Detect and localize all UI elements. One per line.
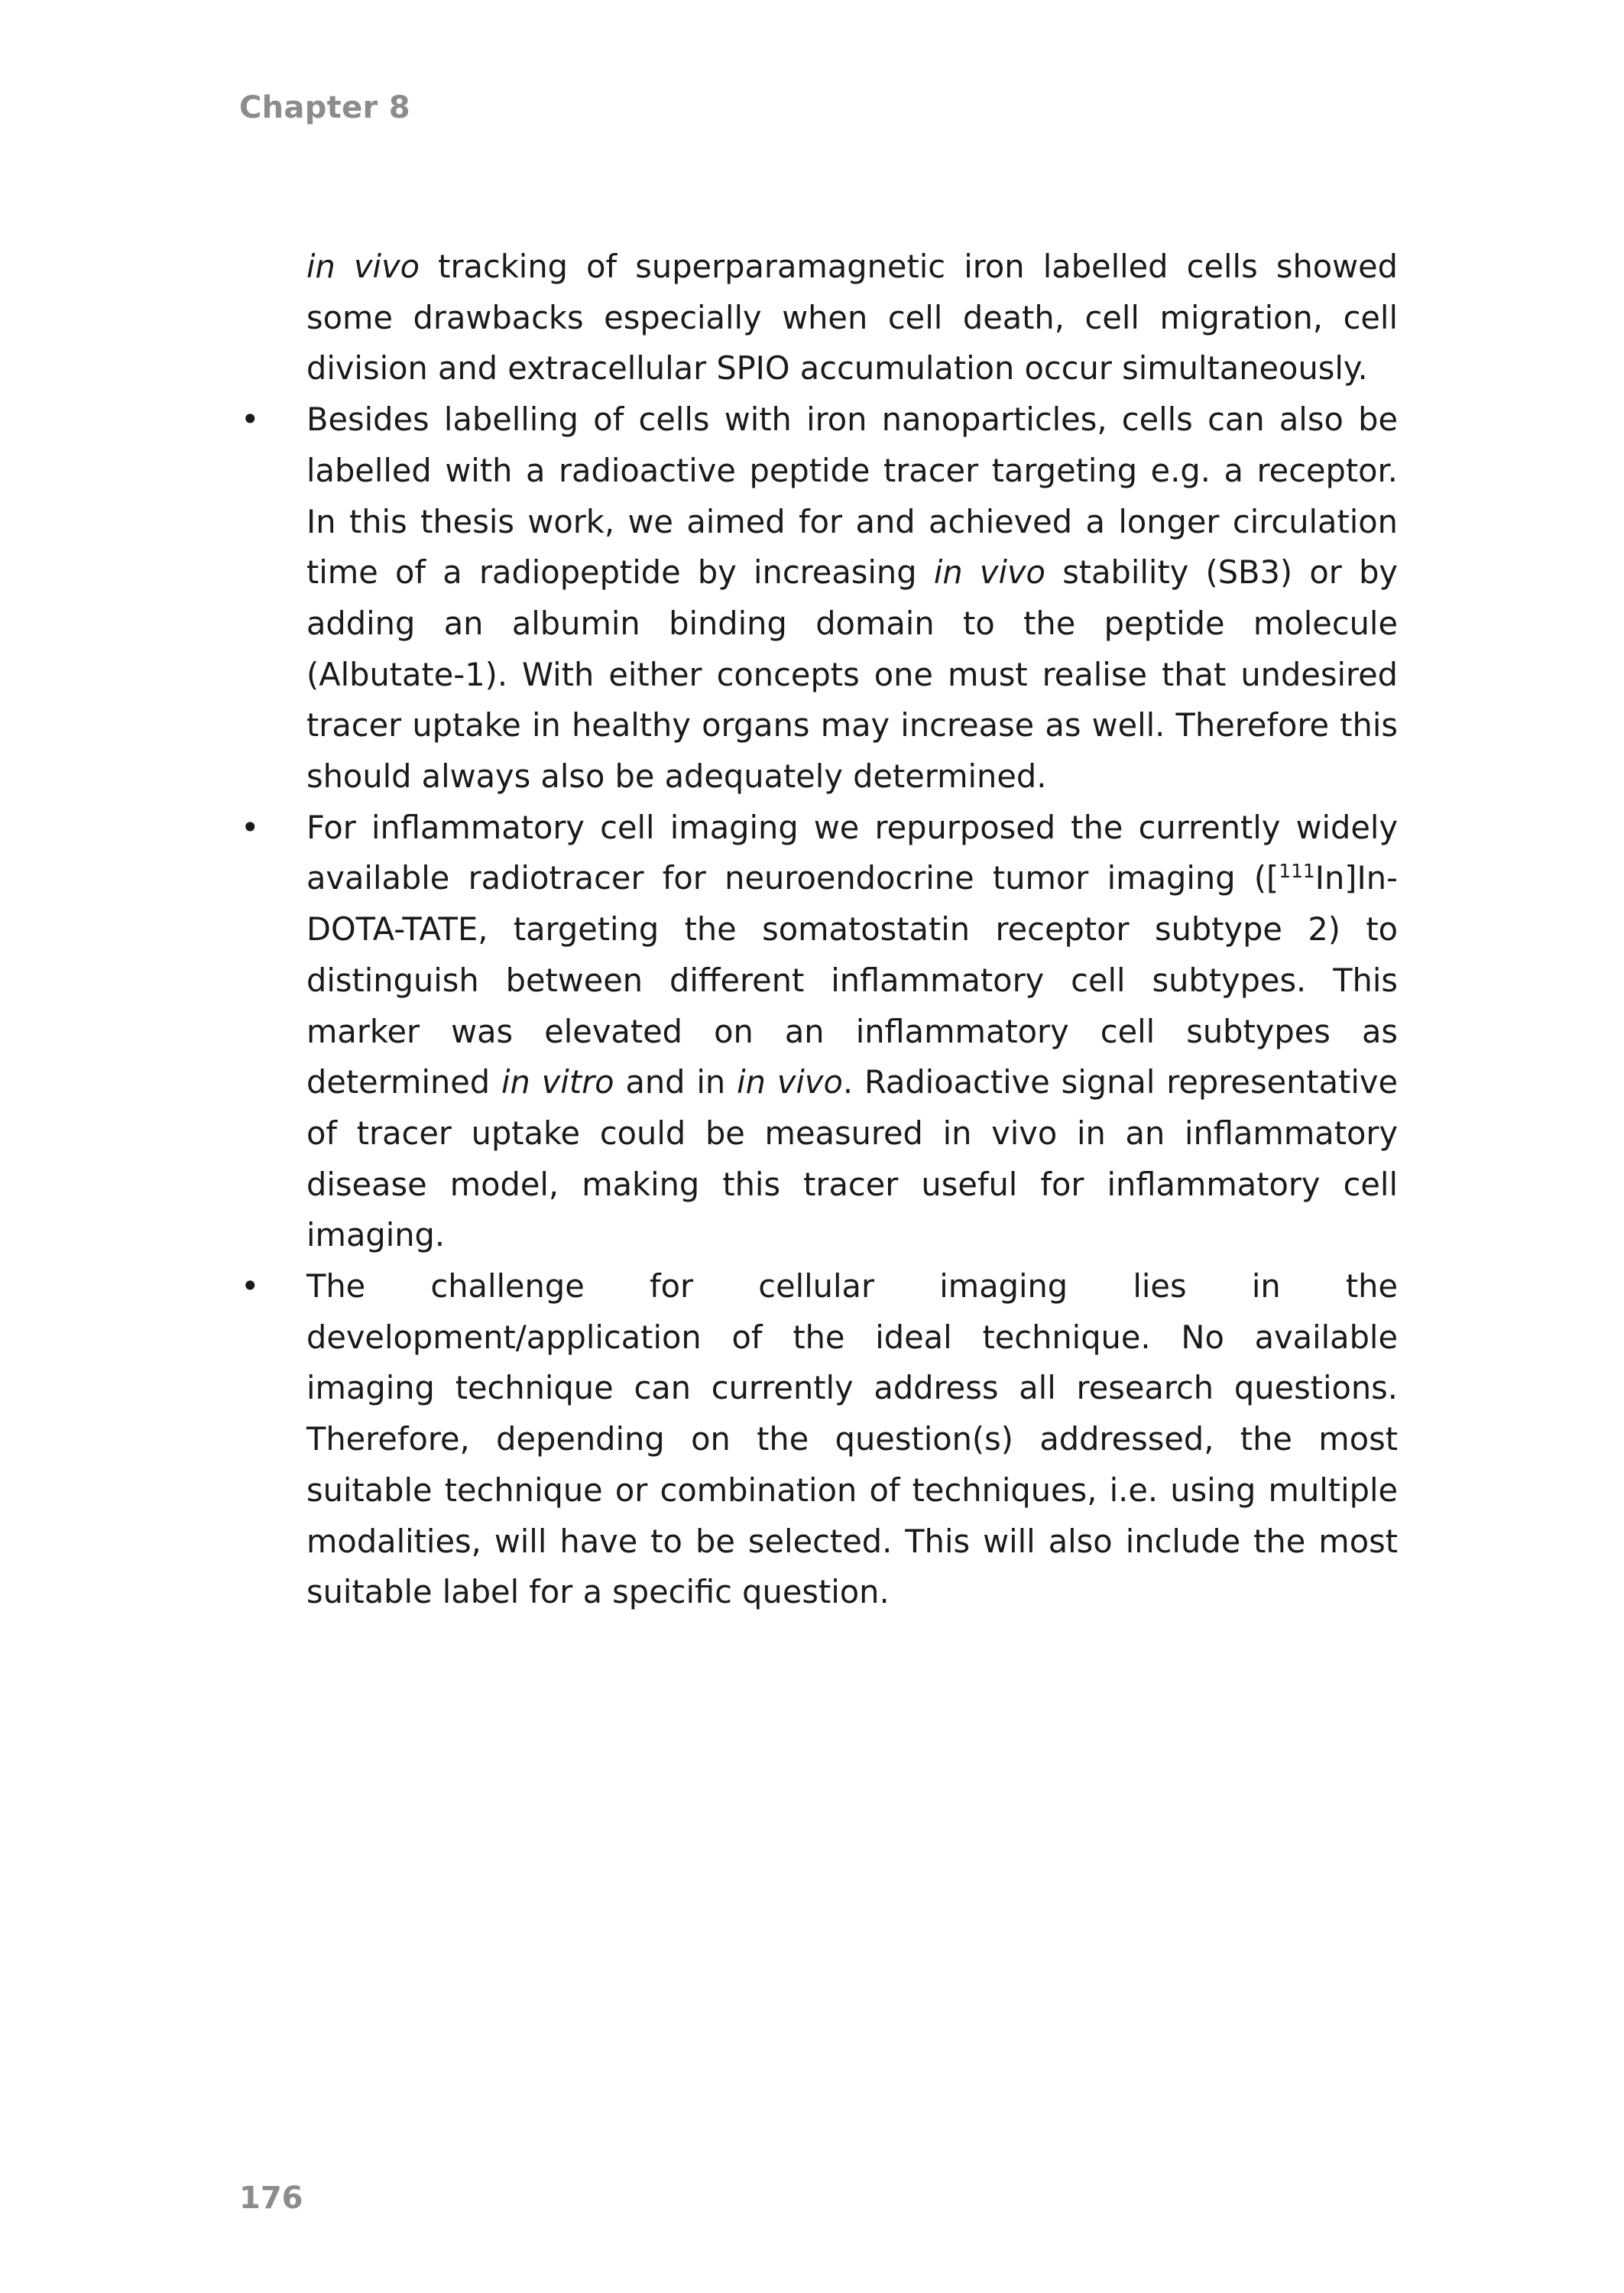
bullet-item-radiopeptide [239,394,1398,803]
text-run: Besides labelling of cells with iron nanoparticles, cells can also be labelled with a radioactive peptide tracer targeting e.g. a receptor. In this thesis work, we aimed for and achieved a longer circulation time of a radiopeptide by increasing [306,401,1398,592]
paragraph-text [306,1267,1398,1610]
text-run: In]In-DOTA-TATE, targeting the somatostatin receptor subtype 2) to distinguish between different inflammatory cell subtypes. This marker was elevated on an inflammatory cell subtypes as determined [306,859,1398,1101]
text-run: stability (SB3) or by adding an albumin binding domain to the peptide molecule (Albutate-1). With either concepts one must realise that undesired tracer uptake in healthy organs may increase as well. Therefore this should always also be adequately determined. [306,553,1398,796]
text-italic: in vivo [737,1063,843,1101]
bullet-marker: • [241,401,260,439]
superscript-isotope: 111 [1279,860,1315,883]
bullet-item-challenge [239,1261,1398,1618]
paragraph-text [306,809,1398,1254]
text-italic: in vivo [306,248,420,285]
text-run: and in [614,1063,737,1101]
bullet-marker: • [241,808,260,846]
text-italic: in vitro [501,1063,614,1101]
chapter-header: Chapter 8 [239,90,410,125]
page-number: 176 [239,2181,303,2216]
text-italic: in vivo [933,553,1045,592]
text-run: . Radioactive signal representative of tracer uptake could be measured in vivo in an inflammatory disease model, making this tracer useful for inflammatory cell imaging. [306,1063,1399,1254]
paragraph-text [306,401,1398,795]
bullet-marker: • [241,1267,260,1305]
text-run: The challenge for cellular imaging lies in the development/application of the ideal technique. No available imaging technique can currently address all research questions. Therefore, depending on the question(s) addressed, the most suitable technique or combination of techniques, i.e. using multiple modalities, will have to be selected. This will also include the most suitable label for a specific question. [306,1267,1398,1611]
bullet-item-inflammatory [239,803,1398,1261]
text-run: tracking of superparamagnetic iron labelled cells showed some drawbacks especially when cell death, cell migration, cell division and extracellular SPIO accumulation occur simultaneously. [306,248,1398,388]
paragraph-text [306,248,1398,387]
paragraph-continuation [239,242,1398,394]
text-run: For inflammatory cell imaging we repurposed the currently widely available radiotracer for neuroendocrine tumor imaging ([ [306,808,1398,897]
body-text [239,242,1398,1618]
